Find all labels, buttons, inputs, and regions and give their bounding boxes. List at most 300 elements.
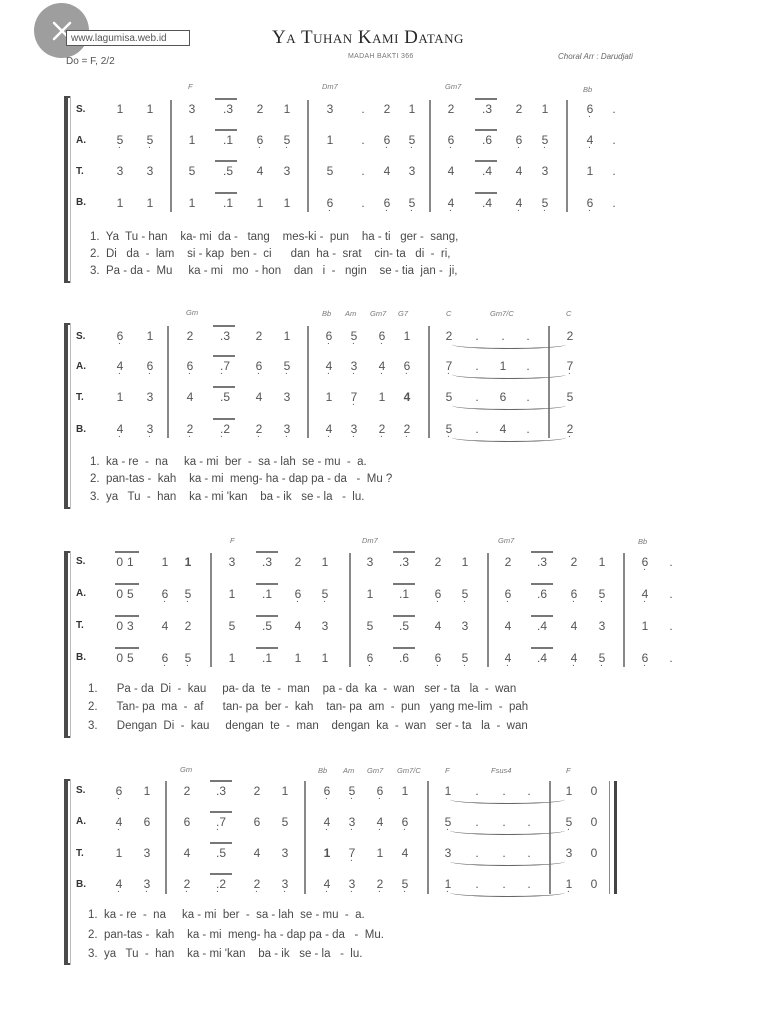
note: 4 . (512, 196, 526, 210)
note: 1 (499, 359, 507, 373)
beam (256, 647, 278, 649)
bar-line (428, 326, 430, 438)
note: 5 . (181, 651, 195, 665)
note: 7 . (442, 359, 456, 373)
note: 5 (326, 164, 334, 178)
note: 3 . (345, 877, 359, 891)
note: 4 (255, 390, 263, 404)
note: . (612, 133, 616, 147)
bar-line (170, 100, 172, 212)
site-watermark: www.lagumisa.web.id (66, 30, 190, 46)
note: 4 . (375, 359, 389, 373)
note: 1 . (441, 877, 455, 891)
chord: Am (345, 309, 357, 318)
beam (215, 160, 237, 162)
note: 4 . (113, 359, 127, 373)
note: . (612, 196, 616, 210)
note: 3 (146, 390, 154, 404)
note: 4 (401, 846, 409, 860)
note: 5 . (113, 133, 127, 147)
note: 1 (188, 196, 196, 210)
note: . (612, 164, 616, 178)
note: . (526, 359, 530, 373)
note: 1 (541, 102, 549, 116)
note: 5 . (595, 651, 609, 665)
voice-label-soprano: S. (76, 785, 86, 796)
chord: Dm7 (322, 82, 338, 91)
chord: C (566, 309, 572, 318)
note: 6 (253, 815, 261, 829)
beam (115, 551, 139, 553)
note: 1 (326, 133, 334, 147)
note: .5 (398, 619, 409, 633)
note: 1 (184, 555, 192, 569)
voice-label-tenor: T. (76, 392, 84, 403)
tie (452, 401, 566, 410)
note: .4 (536, 651, 547, 665)
note: 6 . (143, 359, 157, 373)
note: . (669, 555, 673, 569)
note: 6 . (291, 587, 305, 601)
voice-label-tenor: T. (76, 620, 84, 631)
note: 1 (283, 329, 291, 343)
note: 6 . (363, 651, 377, 665)
note: 4 (253, 846, 261, 860)
note: 1 . (562, 877, 576, 891)
note: 4 (434, 619, 442, 633)
note: 2 . (180, 877, 194, 891)
note: 1 (115, 846, 123, 860)
note: 3 (408, 164, 416, 178)
note: . (502, 846, 506, 860)
note: 1 (321, 651, 329, 665)
note: 2 (255, 329, 263, 343)
beam (475, 98, 497, 100)
note: 3 (116, 164, 124, 178)
tie (450, 795, 565, 804)
note: 4 . (320, 877, 334, 891)
note: . (527, 815, 531, 829)
note: . (475, 784, 479, 798)
note: 6 . (323, 196, 337, 210)
note: . (361, 196, 365, 210)
note: 5 . (280, 133, 294, 147)
note: 6 (183, 815, 191, 829)
bracket-line (70, 779, 71, 965)
bracket-line (70, 323, 71, 509)
note: 3 (598, 619, 606, 633)
voice-label-bass: B. (76, 424, 86, 435)
note: 3 . (143, 422, 157, 436)
note: 6 (499, 390, 507, 404)
note: 4 (256, 164, 264, 178)
note: .3 (398, 555, 409, 569)
note: 4 . (638, 587, 652, 601)
note: 1 (325, 390, 333, 404)
note: 4 (183, 846, 191, 860)
beam (115, 583, 139, 585)
note: 5 . (442, 422, 456, 436)
note: 2 (504, 555, 512, 569)
note: 7 . (345, 846, 359, 860)
beam (393, 551, 415, 553)
note: . (361, 102, 365, 116)
tie (450, 857, 565, 866)
tie (452, 370, 566, 379)
note: .5 (215, 846, 226, 860)
lyric-verse-3: 3. Dengan Di - kau dengan te - man dengan ka - wan ser - ta la - wan (88, 720, 528, 732)
beam (393, 647, 415, 649)
note: . (502, 815, 506, 829)
note: 1 (228, 587, 236, 601)
chord: C (446, 309, 452, 318)
chord: Gm7 (367, 766, 384, 775)
note: 5 . (318, 587, 332, 601)
voice-label-tenor: T. (76, 848, 84, 859)
note: 6 . (512, 133, 526, 147)
chord: Gm7 (370, 309, 387, 318)
note: 6 . (320, 784, 334, 798)
voice-label-bass: B. (76, 652, 86, 663)
note: . (475, 390, 479, 404)
beam (215, 98, 237, 100)
chord: Gm7/C (490, 309, 514, 318)
beam (210, 842, 232, 844)
note: 3 . (347, 359, 361, 373)
note: 5 . (347, 329, 361, 343)
beam (210, 811, 232, 813)
note: 1 (378, 390, 386, 404)
note: 3 (146, 164, 154, 178)
bar-line (349, 553, 351, 667)
note: . (669, 587, 673, 601)
note: 3 (143, 846, 151, 860)
chord: F (445, 766, 450, 775)
note: 3 (283, 164, 291, 178)
note: 6 . (638, 651, 652, 665)
note: 5 . (345, 784, 359, 798)
note: 2 . (375, 422, 389, 436)
note: 3 . (280, 422, 294, 436)
note: .5 (222, 164, 233, 178)
note: 1 (116, 196, 124, 210)
note: . (361, 164, 365, 178)
note: 4 (383, 164, 391, 178)
chord: F (230, 536, 235, 545)
note: 4 (403, 390, 411, 404)
lyric-verse-2: 2. pan-tas - kah ka - mi meng- ha - dap pa - da - Mu. (88, 929, 384, 941)
note: . (669, 651, 673, 665)
note: 6 . (112, 784, 126, 798)
note: 2 . (252, 422, 266, 436)
lyric-verse-1: 1. ka - re - na ka - mi ber - sa - lah se - mu - a. (90, 456, 367, 468)
note: .4 (536, 619, 547, 633)
note: 6 . (583, 196, 597, 210)
note: 5 . (538, 196, 552, 210)
hymnal-reference: MADAH BAKTI 366 (348, 53, 414, 60)
note: 1 (461, 555, 469, 569)
note: 1 (376, 846, 384, 860)
note: 3 . (345, 815, 359, 829)
note: 6 . (567, 587, 581, 601)
note: 2 (566, 329, 574, 343)
note: 2 (253, 784, 261, 798)
note: 6 . (113, 329, 127, 343)
note: 6 . (380, 133, 394, 147)
note: 4 (570, 619, 578, 633)
bar-line (210, 553, 212, 667)
note: . (502, 784, 506, 798)
voice-label-alto: A. (76, 588, 86, 599)
note: 1 (188, 133, 196, 147)
note: 2 (184, 619, 192, 633)
note: . (475, 422, 479, 436)
note: 5 . (458, 587, 472, 601)
note: 0 (590, 784, 598, 798)
note: . (669, 619, 673, 633)
chord: Gm7 (445, 82, 462, 91)
voice-label-alto: A. (76, 816, 86, 827)
lyric-verse-2: 2. Tan- pa ma - af tan- pa ber - kah tan- pa am - pun yang me-lim - pah (88, 701, 529, 713)
note: 2 (294, 555, 302, 569)
chord: Gm7 (498, 536, 515, 545)
note: 6 (143, 815, 151, 829)
note: 1 (283, 102, 291, 116)
bar-line (427, 781, 429, 894)
note: 4 . (373, 815, 387, 829)
final-bar-thin (609, 781, 610, 894)
beam (393, 615, 415, 617)
chord: G7 (398, 309, 409, 318)
note: 6 . (183, 359, 197, 373)
note: 1 (586, 164, 594, 178)
beam (475, 129, 497, 131)
beam (115, 647, 139, 649)
system-bracket (64, 551, 68, 738)
note: 5 . (441, 815, 455, 829)
chord: Bb (638, 537, 648, 546)
beam (213, 355, 235, 357)
note: 1 (294, 651, 302, 665)
note: . (475, 846, 479, 860)
note: 2 (447, 102, 455, 116)
note: 3 (228, 555, 236, 569)
chord: Dm7 (362, 536, 378, 545)
note: 6 . (431, 587, 445, 601)
note: 4 . (567, 651, 581, 665)
note: .7 . (215, 359, 235, 373)
note: 5 (188, 164, 196, 178)
note: 3 (188, 102, 196, 116)
bar-line (623, 553, 625, 667)
note: . (527, 846, 531, 860)
note: .7 . (211, 815, 231, 829)
note: 4 (186, 390, 194, 404)
note: 1 (116, 102, 124, 116)
note: 6 . (400, 359, 414, 373)
note: 3 (283, 390, 291, 404)
note: 3 . (140, 877, 154, 891)
note: 1 (366, 587, 374, 601)
note: 2 . (250, 877, 264, 891)
note: 3 (366, 555, 374, 569)
note: 4 (161, 619, 169, 633)
note: 1 (598, 555, 606, 569)
note: 7 . (563, 359, 577, 373)
beam (213, 386, 235, 388)
note: .6 (481, 133, 492, 147)
note: .1 (222, 196, 233, 210)
chord: Bb (583, 85, 593, 94)
note: .4 (481, 196, 492, 210)
note: .3 (261, 555, 272, 569)
beam (531, 551, 553, 553)
voice-label-alto: A. (76, 135, 86, 146)
note: 1 (444, 784, 452, 798)
beam (531, 647, 553, 649)
note: 4 (447, 164, 455, 178)
note: 5 . (405, 196, 419, 210)
bar-line (487, 553, 489, 667)
voice-label-soprano: S. (76, 104, 86, 115)
note: 1 (408, 102, 416, 116)
system-bracket (64, 779, 68, 965)
note: 0 (590, 815, 598, 829)
note: 05 (116, 587, 138, 601)
note: 5 . (143, 133, 157, 147)
lyric-verse-3: 3. ya Tu - han ka - mi 'kan ba - ik se - la - lu. (90, 491, 365, 503)
note: .6 (398, 651, 409, 665)
song-title: Ya Tuhan Kami Datang (272, 27, 464, 48)
note: 1 (641, 619, 649, 633)
lyric-verse-2: 2. pan-tas - kah ka - mi meng- ha - dap pa - da - Mu ? (90, 473, 393, 485)
lyric-verse-1: 1. Pa - da Di - kau pa- da te - man pa - da ka - wan ser - ta la - wan (88, 683, 517, 695)
note: 3 (461, 619, 469, 633)
bar-line (307, 100, 309, 212)
chord: Gm7/C (397, 766, 421, 775)
beam (115, 615, 139, 617)
note: 2 (515, 102, 523, 116)
bar-line (429, 100, 431, 212)
note: . (526, 329, 530, 343)
note: 6 . (398, 815, 412, 829)
note: . (475, 359, 479, 373)
note: 1 (146, 329, 154, 343)
note: 1 (283, 196, 291, 210)
beam (213, 325, 235, 327)
note: 2 . (183, 422, 197, 436)
note: .2 . (211, 877, 231, 891)
note: .2 . (215, 422, 235, 436)
chord: Gm (180, 765, 193, 774)
beam (256, 615, 278, 617)
note: 4 . (501, 651, 515, 665)
note: . (475, 329, 479, 343)
note: 2 (570, 555, 578, 569)
note: 5 (366, 619, 374, 633)
note: 5 . (562, 815, 576, 829)
beam (256, 583, 278, 585)
note: 1 (116, 390, 124, 404)
note: 4 . (113, 422, 127, 436)
note: 5 . (405, 133, 419, 147)
note: .5 (219, 390, 230, 404)
note: 6 . (431, 651, 445, 665)
chord: Fsus4 (491, 766, 512, 775)
note: 2 (445, 329, 453, 343)
note: 5 . (398, 877, 412, 891)
chord: F (566, 766, 571, 775)
note: 6 . (380, 196, 394, 210)
note: .1 (398, 587, 409, 601)
chord: Bb (322, 309, 332, 318)
chord: Bb (318, 766, 328, 775)
beam (475, 192, 497, 194)
note: 4 . (112, 877, 126, 891)
bar-line (307, 326, 309, 438)
note: 1 (143, 784, 151, 798)
note: 0 (590, 846, 598, 860)
note: . (361, 133, 365, 147)
note: 4 . (322, 422, 336, 436)
note: 4 . (320, 815, 334, 829)
note: 2 . (373, 877, 387, 891)
bracket-line (70, 551, 71, 738)
note: 6 . (375, 329, 389, 343)
bar-line (304, 781, 306, 894)
note: 4 . (112, 815, 126, 829)
note: 5 . (595, 587, 609, 601)
beam (210, 780, 232, 782)
lyric-verse-3: 3. ya Tu - han ka - mi 'kan ba - ik se - la - lu. (88, 948, 363, 960)
note: 3 (565, 846, 573, 860)
note: . (475, 815, 479, 829)
note: .3 (215, 784, 226, 798)
note: 1 (146, 102, 154, 116)
bracket-line (70, 96, 71, 283)
note: .3 (481, 102, 492, 116)
note: 5 . (458, 651, 472, 665)
note: 4 (515, 164, 523, 178)
beam (213, 418, 235, 420)
note: 1 (321, 555, 329, 569)
note: 1 (256, 196, 264, 210)
tie (450, 826, 565, 835)
note: 5 (566, 390, 574, 404)
note: 3 (281, 846, 289, 860)
note: 5 (445, 390, 453, 404)
voice-label-bass: B. (76, 197, 86, 208)
note: 2 (256, 102, 264, 116)
note: 0 (590, 877, 598, 891)
note: .3 (536, 555, 547, 569)
note: 3 (444, 846, 452, 860)
note: 1 (565, 784, 573, 798)
note: 6 . (158, 587, 172, 601)
note: 3 (326, 102, 334, 116)
voice-label-tenor: T. (76, 166, 84, 177)
note: 6 . (322, 329, 336, 343)
lyric-verse-2: 2. Di da - lam si - kap ben - ci dan ha - srat cin- ta di - ri, (90, 248, 451, 260)
note: 2 . (563, 422, 577, 436)
system-bracket (64, 96, 68, 283)
note: 5 . (280, 359, 294, 373)
note: . (612, 102, 616, 116)
note: 6 . (444, 133, 458, 147)
note: .1 (261, 651, 272, 665)
chord: Gm (186, 308, 199, 317)
chord: F (188, 82, 193, 91)
